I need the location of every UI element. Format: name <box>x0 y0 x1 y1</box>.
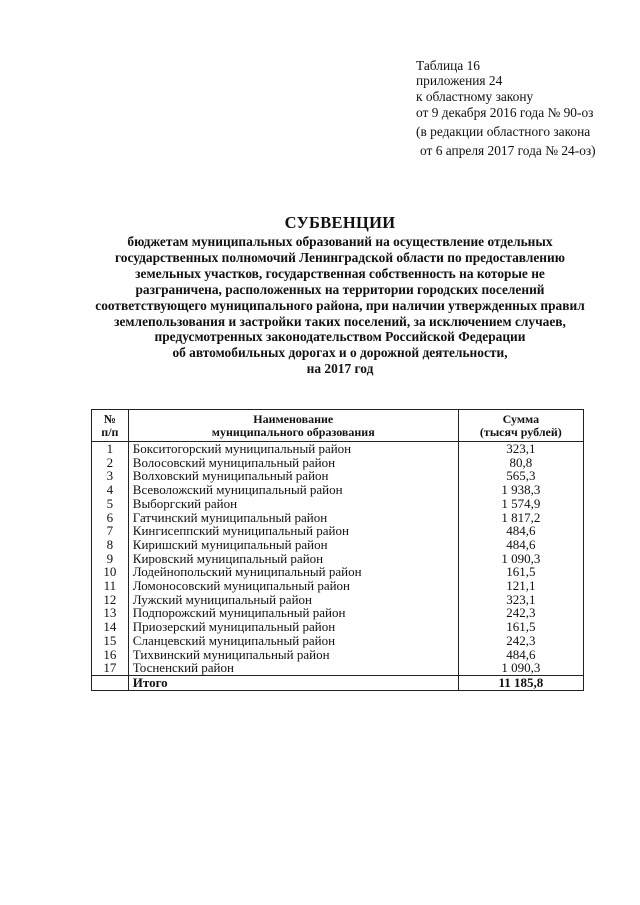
table-row <box>92 634 584 648</box>
title-line: государственных полномочий Ленинградской области по предоставлению <box>115 249 565 265</box>
row-municipality: Ломоносовский муниципальный район <box>128 579 458 593</box>
table-row <box>92 442 584 456</box>
row-sum: 80,8 <box>458 456 583 470</box>
row-municipality: Подпорожский муниципальный район <box>128 606 458 620</box>
attachment-revision-date: от 6 апреля 2017 года № 24-оз) <box>420 143 596 159</box>
title-line: об автомобильных дорогах и о дорожной деятельности, <box>172 345 508 361</box>
header-municipality: Наименование муниципального образования <box>128 410 458 442</box>
row-number: 8 <box>92 538 129 552</box>
row-municipality: Гатчинский муниципальный район <box>128 511 458 525</box>
row-sum: 161,5 <box>458 620 583 634</box>
row-municipality: Бокситогорский муниципальный район <box>128 442 458 456</box>
row-number: 7 <box>92 524 129 538</box>
subsidy-table <box>91 409 584 691</box>
header-sum: Сумма (тысяч рублей) <box>458 410 583 442</box>
table-row <box>92 524 584 538</box>
row-municipality: Всеволожский муниципальный район <box>128 483 458 497</box>
row-sum: 242,3 <box>458 606 583 620</box>
table-row <box>92 469 584 483</box>
total-label: Итого <box>128 675 458 690</box>
attachment-law: к областному закону <box>416 88 534 104</box>
attachment-table-number: Таблица 16 <box>416 58 480 73</box>
row-sum: 121,1 <box>458 579 583 593</box>
table-row <box>92 648 584 662</box>
table-row <box>92 606 584 620</box>
attachment-reference <box>416 58 626 158</box>
table-row <box>92 593 584 607</box>
row-number: 3 <box>92 469 129 483</box>
row-number: 15 <box>92 634 129 648</box>
title-line: соответствующего муниципального района, при наличии утвержденных правил <box>95 297 585 313</box>
row-municipality: Сланцевский муниципальный район <box>128 634 458 648</box>
row-municipality: Лужский муниципальный район <box>128 593 458 607</box>
title-line: бюджетам муниципальных образований на осуществление отдельных <box>127 234 553 249</box>
row-sum: 484,6 <box>458 524 583 538</box>
row-number: 5 <box>92 497 129 511</box>
table-row <box>92 552 584 566</box>
attachment-annex: приложения 24 <box>416 73 503 89</box>
row-number: 14 <box>92 620 129 634</box>
row-sum: 1 817,2 <box>458 511 583 525</box>
table-row <box>92 620 584 634</box>
row-number: 10 <box>92 565 129 579</box>
row-number: 1 <box>92 442 129 456</box>
total-sum: 11 185,8 <box>458 675 583 690</box>
row-municipality: Киришский муниципальный район <box>128 538 458 552</box>
row-municipality: Волховский муниципальный район <box>128 469 458 483</box>
table-row <box>92 565 584 579</box>
row-number: 17 <box>92 661 129 675</box>
table-row <box>92 511 584 525</box>
row-sum: 484,6 <box>458 648 583 662</box>
attachment-revision: (в редакции областного закона <box>416 123 591 139</box>
row-sum: 1 938,3 <box>458 483 583 497</box>
row-sum: 323,1 <box>458 593 583 607</box>
row-sum: 161,5 <box>458 565 583 579</box>
row-number: 4 <box>92 483 129 497</box>
attachment-law-date: от 9 декабря 2016 года № 90-оз <box>416 105 594 121</box>
table-header-row <box>92 410 584 442</box>
row-sum: 1 090,3 <box>458 661 583 675</box>
row-municipality: Волосовский муниципальный район <box>128 456 458 470</box>
title-line: на 2017 год <box>306 361 374 377</box>
row-number: 11 <box>92 579 129 593</box>
row-number: 9 <box>92 552 129 566</box>
row-municipality: Кировский муниципальный район <box>128 552 458 566</box>
title-subtitle <box>70 234 610 377</box>
row-number: 2 <box>92 456 129 470</box>
row-municipality: Выборгский район <box>128 497 458 511</box>
row-number: 12 <box>92 593 129 607</box>
title-line: землепользования и застройки таких поселений, за исключением случаев, <box>114 313 566 329</box>
row-sum: 565,3 <box>458 469 583 483</box>
header-number: № п/п <box>92 410 129 442</box>
title-line: разграничена, расположенных на территории городских поселений <box>135 281 545 297</box>
title-line: предусмотренных законодательством Российской Федерации <box>154 329 526 345</box>
row-municipality: Кингисеппский муниципальный район <box>128 524 458 538</box>
row-number: 6 <box>92 511 129 525</box>
row-municipality: Лодейнопольский муниципальный район <box>128 565 458 579</box>
table-row <box>92 456 584 470</box>
table-total-row <box>92 675 584 690</box>
table-row <box>92 483 584 497</box>
title-main: СУБВЕНЦИИ <box>284 213 396 232</box>
row-sum: 323,1 <box>458 442 583 456</box>
row-municipality: Тихвинский муниципальный район <box>128 648 458 662</box>
total-number-cell <box>92 675 129 690</box>
document-title <box>70 213 610 377</box>
table-row <box>92 661 584 675</box>
table-row <box>92 579 584 593</box>
row-municipality: Приозерский муниципальный район <box>128 620 458 634</box>
row-sum: 1 574,9 <box>458 497 583 511</box>
row-sum: 484,6 <box>458 538 583 552</box>
row-sum: 1 090,3 <box>458 552 583 566</box>
row-number: 16 <box>92 648 129 662</box>
table-row <box>92 538 584 552</box>
row-municipality: Тосненский район <box>128 661 458 675</box>
title-line: земельных участков, государственная собственность на которые не <box>135 265 545 281</box>
row-number: 13 <box>92 606 129 620</box>
table-row <box>92 497 584 511</box>
row-sum: 242,3 <box>458 634 583 648</box>
